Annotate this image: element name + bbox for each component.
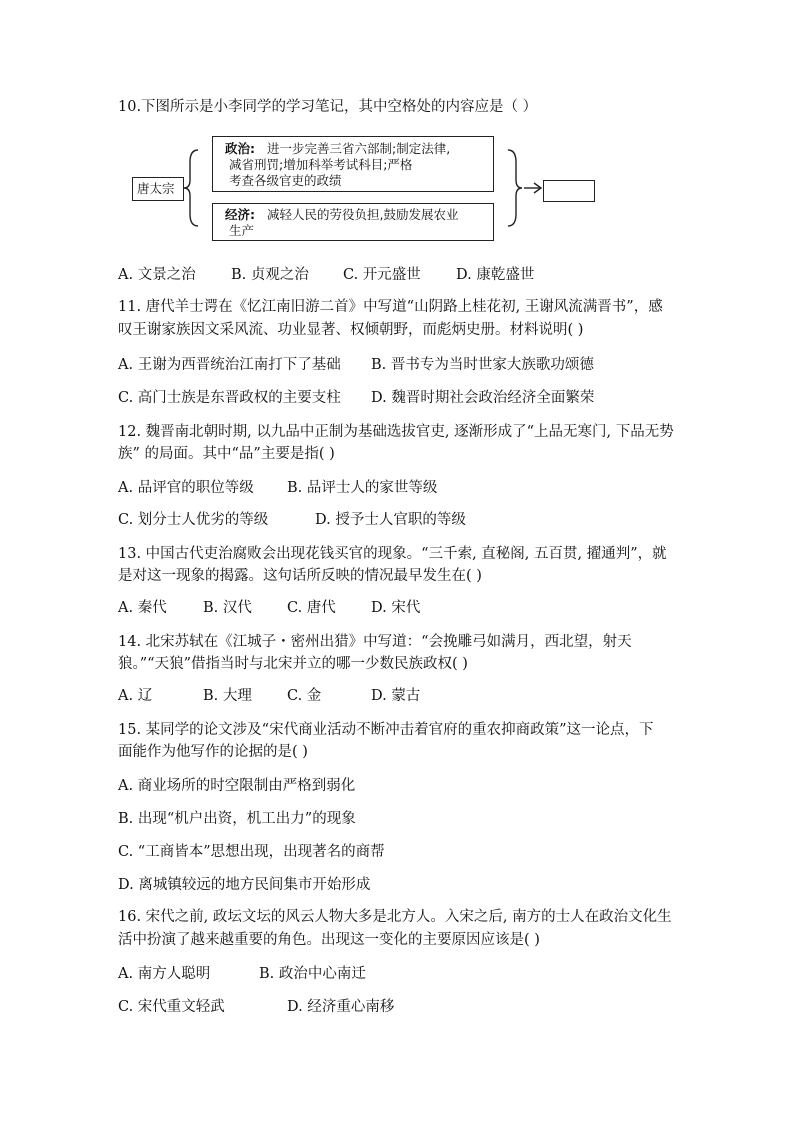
- question-14-option-d: D. 蒙古: [371, 688, 421, 704]
- question-11-option-c: C. 高门士族是东晋政权的主要支柱: [118, 390, 341, 406]
- question-15-option-a: A. 商业场所的时空限制由严格到弱化: [118, 778, 356, 794]
- question-15-option-b: B. 出现“机户出资，机工出力”的现象: [118, 811, 356, 827]
- question-12-option-a: A. 品评官的职位等级: [118, 480, 254, 496]
- question-10-option-c: C. 开元盛世: [343, 267, 421, 283]
- question-11-option-a: A. 王谢为西晋统治江南打下了基础: [118, 357, 341, 373]
- politics-line-1: 进一步完善三省六部制;制定法律,: [267, 141, 451, 156]
- question-13-option-c: C. 唐代: [287, 600, 336, 616]
- question-15-line-2: 面能作为他写作的论据的是( ): [118, 744, 308, 760]
- question-14-option-c: C. 金: [287, 688, 322, 704]
- question-12-line-1: 12. 魏晋南北朝时期, 以九品中正制为基础选拔官吏, 逐渐形成了“上品无寒门, 下品无势: [118, 424, 674, 440]
- question-11-line-1: 11. 唐代羊士谔在《忆江南旧游二首》中写道“山阴路上桂花初, 王谢风流满晋书”，感: [118, 299, 663, 315]
- question-11-option-d: D. 魏晋时期社会政治经济全面繁荣: [371, 390, 595, 406]
- question-16-option-c: C. 宋代重文轻武: [118, 999, 225, 1015]
- study-notes-diagram: [130, 132, 610, 244]
- question-12-option-b: B. 品评士人的家世等级: [287, 480, 438, 496]
- question-10-option-b: B. 贞观之治: [231, 267, 309, 283]
- economy-label: 经济:: [225, 207, 255, 222]
- root-box: [132, 177, 184, 201]
- question-14-option-b: B. 大理: [203, 688, 252, 704]
- question-15-option-d: D. 离城镇较远的地方民间集市开始形成: [118, 877, 371, 893]
- question-15-line-1: 15. 某同学的论文涉及“宋代商业活动不断冲击着官府的重农抑商政策”这一论点，下: [118, 722, 654, 738]
- blank-answer-box: [543, 180, 595, 202]
- question-16-line-2: 活中扮演了越来越重要的角色。出现这一变化的主要原因应该是( ): [118, 932, 540, 948]
- question-16-option-b: B. 政治中心南迁: [259, 966, 366, 982]
- question-13-option-b: B. 汉代: [203, 600, 252, 616]
- politics-line-2: 减省刑罚;增加科举考试科目;严格: [229, 157, 413, 172]
- economy-line-2: 生产: [229, 223, 255, 238]
- question-14-option-a: A. 辽: [118, 688, 153, 704]
- question-11-option-b: B. 晋书专为当时世家大族歌功颂德: [371, 357, 594, 373]
- economy-line-1: 减轻人民的劳役负担,鼓励发展农业: [267, 207, 459, 222]
- politics-label: 政治:: [225, 141, 255, 156]
- question-12-option-d: D. 授予士人官职的等级: [315, 512, 466, 528]
- question-13-option-d: D. 宋代: [371, 600, 421, 616]
- question-13-line-1: 13. 中国古代吏治腐败会出现花钱买官的现象。“三千索, 直秘阁, 五百贯, 擢通判”，就: [118, 546, 667, 562]
- question-16-line-1: 16. 宋代之前, 政坛文坛的风云人物大多是北方人。入宋之后, 南方的士人在政治文化生: [118, 909, 672, 925]
- question-15-option-c: C. “工商皆本”思想出现，出现著名的商帮: [118, 844, 385, 860]
- question-10-option-a: A. 文景之治: [118, 267, 196, 283]
- question-14-line-2: 狼。”“天狼”借指当时与北宋并立的哪一少数民族政权( ): [118, 656, 468, 672]
- economy-box: [212, 203, 494, 241]
- question-16-option-d: D. 经济重心南移: [287, 999, 395, 1015]
- politics-box: [212, 136, 494, 192]
- root-label: 唐太宗: [137, 181, 175, 196]
- question-11-line-2: 叹王谢家族因文采风流、功业显著、权倾朝野，而彪炳史册。材料说明( ): [118, 322, 584, 338]
- question-12-option-c: C. 划分士人优劣的等级: [118, 512, 269, 528]
- question-10-text: 10.下图所示是小李同学的学习笔记，其中空格处的内容应是（ ）: [118, 99, 538, 115]
- question-16-option-a: A. 南方人聪明: [118, 966, 211, 982]
- question-13-option-a: A. 秦代: [118, 600, 167, 616]
- question-12-line-2: 族” 的局面。其中“品”主要是指( ): [118, 446, 335, 462]
- question-14-line-1: 14. 北宋苏轼在《江城子・密州出猎》中写道：“会挽雕弓如满月，西北望，射天: [118, 634, 632, 650]
- question-13-line-2: 是对这一现象的揭露。这句话所反映的情况最早发生在( ): [118, 568, 482, 584]
- politics-line-3: 考查各级官吏的政绩: [229, 173, 342, 188]
- question-10-option-d: D. 康乾盛世: [456, 267, 535, 283]
